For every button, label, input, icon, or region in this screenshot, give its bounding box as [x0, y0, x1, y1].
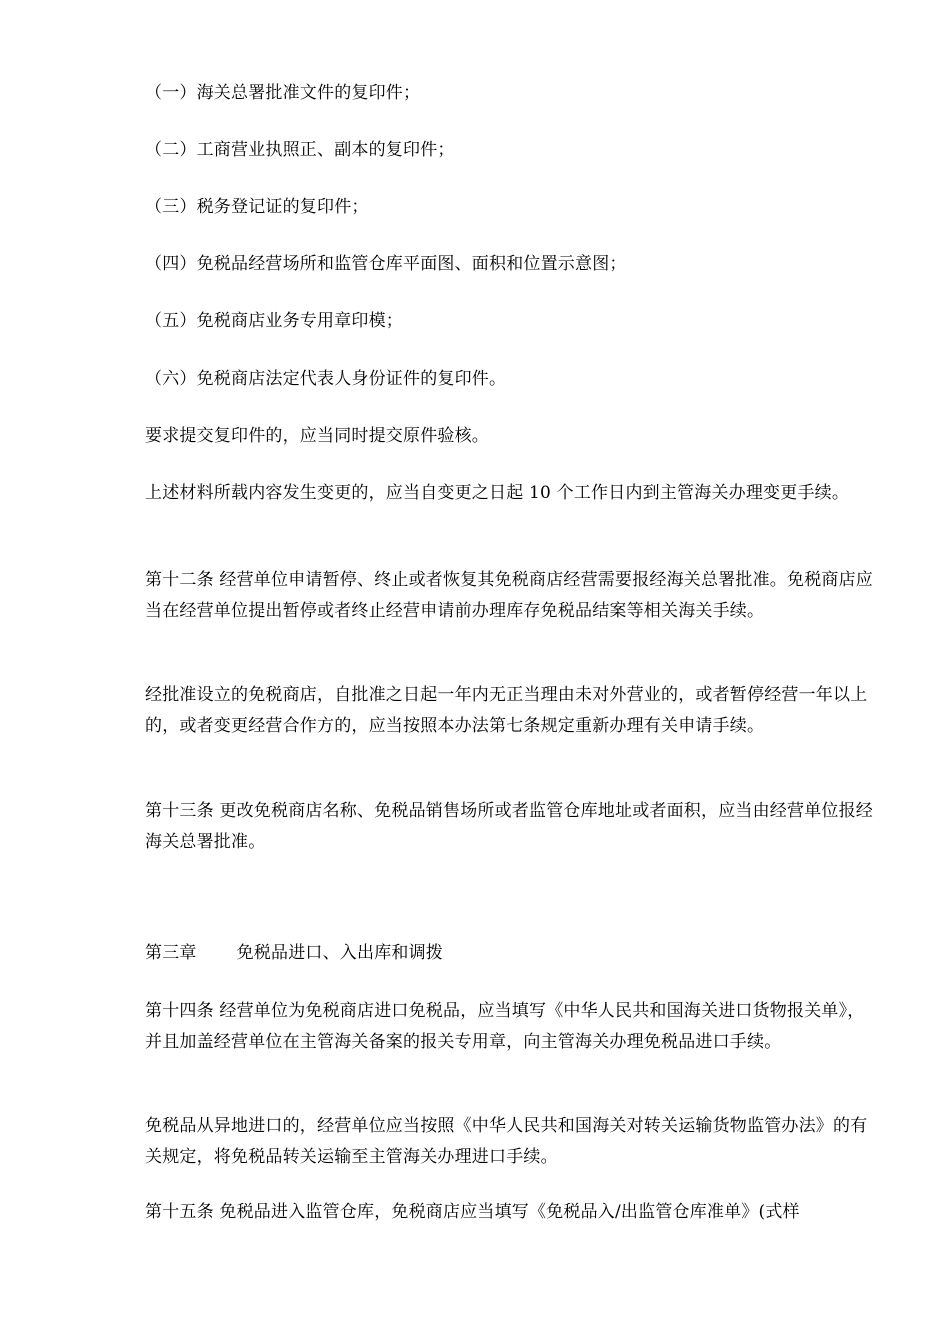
chapter-heading: [145, 938, 880, 969]
chapter-title: 免税品进口、入出库和调拨: [236, 943, 444, 963]
article-13: 第十三条 更改免税商店名称、免税品销售场所或者监管仓库地址或者面积，应当由经营单位报经海关总署批准。: [145, 801, 874, 852]
list-item-2: （二）工商营业执照正、副本的复印件；: [145, 140, 455, 160]
list-item-4: （四）免税品经营场所和监管仓库平面图、面积和位置示意图；: [145, 254, 627, 274]
paragraph-copy-requirement: 要求提交复印件的，应当同时提交原件验核。: [145, 426, 489, 446]
list-item-5: （五）免税商店业务专用章印模；: [145, 311, 403, 331]
article-15: 第十五条 免税品进入监管仓库，免税商店应当填写《免税品入/出监管仓库准单》(式样: [145, 1202, 800, 1222]
chapter-number: 第三章: [145, 943, 197, 963]
list-item-6: （六）免税商店法定代表人身份证件的复印件。: [145, 369, 507, 389]
paragraph-reapply: 经批准设立的免税商店，自批准之日起一年内无正当理由未对外营业的，或者暂停经营一年以上的，或者变更经营合作方的，应当按照本办法第七条规定重新办理有关申请手续。: [145, 685, 868, 736]
paragraph-transit: 免税品从异地进口的，经营单位应当按照《中华人民共和国海关对转关运输货物监管办法》的有关规定，将免税品转关运输至主管海关办理进口手续。: [145, 1116, 868, 1167]
paragraph-change-procedure: 上述材料所载内容发生变更的，应当自变更之日起 10 个工作日内到主管海关办理变更手续。: [145, 483, 850, 503]
article-12: 第十二条 经营单位申请暂停、终止或者恢复其免税商店经营需要报经海关总署批准。免税商店应当在经营单位提出暂停或者终止经营申请前办理库存免税品结案等相关海关手续。: [145, 570, 874, 621]
list-item-1: （一）海关总署批准文件的复印件；: [145, 83, 421, 103]
article-14: 第十四条 经营单位为免税商店进口免税品，应当填写《中华人民共和国海关进口货物报关单》，并且加盖经营单位在主管海关备案的报关专用章，向主管海关办理免税品进口手续。: [145, 1001, 865, 1052]
list-item-3: （三）税务登记证的复印件；: [145, 197, 369, 217]
